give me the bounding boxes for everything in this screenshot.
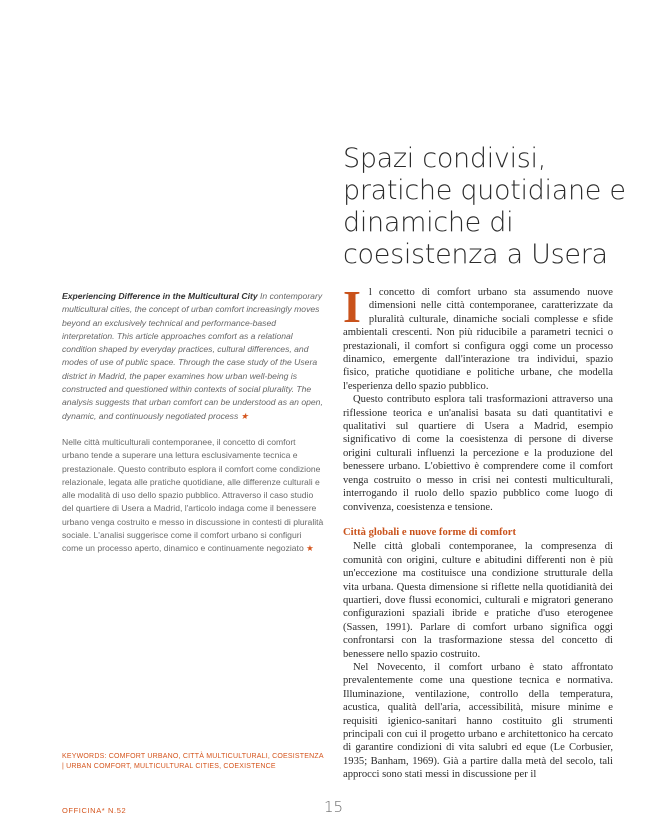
abstract-english	[62, 290, 324, 423]
abstract-italian-text: Nelle città multiculturali contemporanee, il concetto di comfort urbano tende a superare una lettura esclusivamente tecnica e prestazionale. Questo contributo esplora il comfort come condizione relazionale, legata alle pratiche quotidiane, alle differenze culturali e alle modalità di uso dello spazio pubblico. Attraverso il caso studio del quartiere di Usera a Madrid, l'articolo indaga come il benessere urbano venga costruito e messo in discussione in contesti di pluralità sociale. L'analisi suggerisce come il comfort urbano si configuri come un processo aperto, dinamico e continuamente negoziato	[62, 437, 324, 554]
body-paragraph	[343, 281, 613, 393]
drop-cap: I	[343, 281, 361, 332]
section-heading: Città globali e nuove forme di comfort	[343, 526, 516, 538]
body-paragraph: Nelle città globali contemporanee, la compresenza di comunità con origini, culture e abitudini differenti non è più un'eccezione ma costituisce una condizione strutturale della vita urbana. Questa dimensione si riflette nella quotidianità dei quartieri, dove flussi economici, culturali e migratori generano configurazioni spaziali ibride e pratiche d'uso eterogenee (Sassen, 1991). Parlare di comfort urbano significa oggi confrontarsi con la trasformazione stessa del concetto di benessere nello spazio costruito.	[343, 541, 613, 660]
end-mark-icon: ★	[306, 543, 314, 554]
abstract-italian	[62, 436, 324, 556]
keywords: KEYWORDS: COMFORT URBANO, CITTÀ MULTICULTURALI, COESISTENZA | URBAN COMFORT, MULTICULTURAL CITIES, COEXISTENCE	[62, 753, 324, 770]
article-title: Spazi condivisi, pratiche quotidiane e dinamiche di coesistenza a Usera	[343, 143, 626, 270]
body-paragraph-text: l concetto di comfort urbano sta assumendo nuove dimensioni nelle città contemporanee, caratterizzate da pluralità culturale, dinamiche sociali complesse e sfide ambientali crescenti. Non più riducibile a parametri tecnici o prestazionali, il comfort si configura oggi come un processo dinamico, emergente dall'interazione tra individui, spazio fisico, pratiche quotidiane e politiche urbane, che modella l'esperienza dello spazio pubblico.	[343, 287, 613, 392]
body-paragraph: Nel Novecento, il comfort urbano è stato affrontato prevalentemente come una questione tecnica e normativa. Illuminazione, ventilazione, controllo della temperatura, acustica, qualità dell'aria, accessibilità, misure minime e requisiti igienico-sanitari hanno costituito gli strumenti principali con cui il progetto urbano e architettonico ha cercato di garantire condizioni di vita salubri ed eque (Le Corbusier, 1935; Banham, 1969). Già a partire dalla metà del secolo, tali approcci sono stati messi in discussione per il	[343, 661, 613, 781]
article-body	[343, 281, 613, 782]
page-number: 15	[324, 798, 344, 816]
abstract-english-text: In contemporary multicultural cities, the concept of urban comfort increasingly moves beyond an exclusively technical and performance-based interpretation. This article approaches comfort as a relational condition shaped by everyday practices, cultural differences, and modes of use of public space. Through the case study of the Usera district in Madrid, the paper examines how urban well-being is constructed and questioned within contexts of social plurality. The analysis suggests that urban comfort can be understood as an open, dynamic, and continuously negotiated process	[62, 291, 323, 421]
abstract-english-lead: Experiencing Difference in the Multicultural City	[62, 291, 258, 301]
end-mark-icon: ★	[240, 410, 249, 421]
journal-name: OFFICINA* N.52	[62, 806, 127, 815]
body-paragraph: Questo contributo esplora tali trasformazioni attraverso una riflessione teorica e un'analisi basata su dati quantitativi e qualitativi sul quartiere di Usera a Madrid, esempio significativo di come la coesistenza di persone di diverse origini culturali influenzi la percezione e la produzione del benessere urbano. L'obiettivo è comprendere come il comfort venga costruito o messo in crisi nei contesti multiculturali, interrogando il ruolo dello spazio pubblico come luogo di convivenza, coesistenza e tensione.	[343, 394, 613, 513]
